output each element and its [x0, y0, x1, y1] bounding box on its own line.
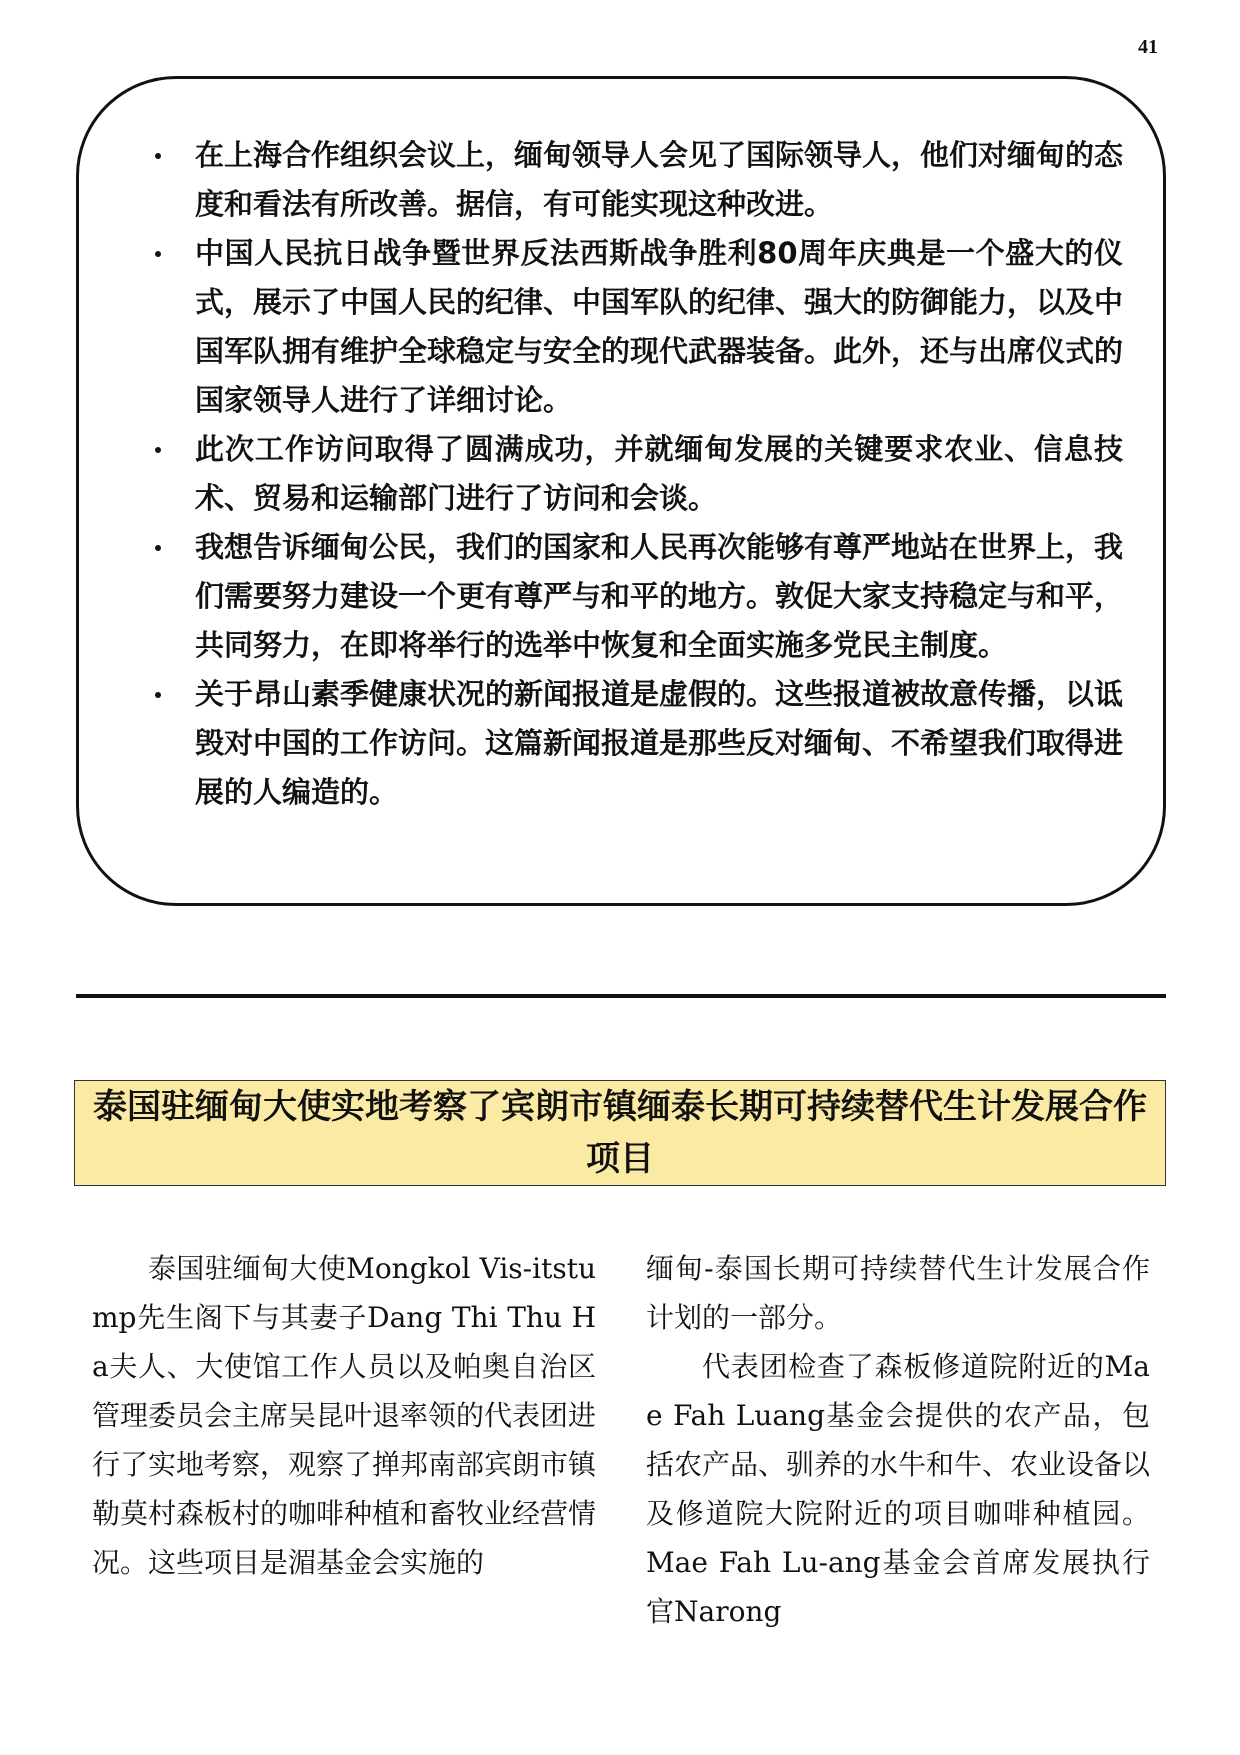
- article-paragraph: 泰国驻缅甸大使Mongkol Vis-itstump先生阁下与其妻子Dang Thi Thu Ha夫人、大使馆工作人员以及帕奥自治区管理委员会主席吴昆叶退率领的代表团进行了实地考察，观察了掸邦南部宾朗市镇勒莫村森板村的咖啡种植和畜牧业经营情况。这些项目是湄基金会实施的: [92, 1252, 597, 1579]
- bullet-dot-icon: [155, 447, 161, 453]
- article-paragraph: 缅甸-泰国长期可持续替代生计发展合作计划的一部分。: [646, 1252, 1150, 1334]
- headline-box: [74, 1080, 1166, 1186]
- bullet-list: [119, 131, 1123, 817]
- bullet-text: 此次工作访问取得了圆满成功，并就缅甸发展的关键要求农业、信息技术、贸易和运输部门进行了访问和会谈。: [195, 432, 1123, 515]
- bullet-dot-icon: [155, 692, 161, 698]
- bullet-text: 关于昂山素季健康状况的新闻报道是虚假的。这些报道被故意传播，以诋毁对中国的工作访问。这篇新闻报道是那些反对缅甸、不希望我们取得进展的人编造的。: [195, 677, 1124, 809]
- bullet-dot-icon: [155, 545, 161, 551]
- section-divider: [76, 994, 1166, 998]
- bullet-item: [119, 229, 1123, 425]
- summary-box: [76, 76, 1166, 906]
- page-number: 41: [1138, 36, 1158, 58]
- article-paragraph: 代表团检查了森板修道院附近的Mae Fah Luang基金会提供的农产品，包括农产品、驯养的水牛和牛、农业设备以及修道院大院附近的项目咖啡种植园。Mae Fah Lu-ang基金会首席发展执行官Narong: [646, 1350, 1151, 1628]
- article-column-right: [646, 1244, 1150, 1636]
- article-column-left: [92, 1244, 596, 1636]
- article-headline: 泰国驻缅甸大使实地考察了宾朗市镇缅泰长期可持续替代生计发展合作项目: [93, 1087, 1147, 1179]
- article-body: [92, 1244, 1150, 1636]
- bullet-text: 我想告诉缅甸公民，我们的国家和人民再次能够有尊严地站在世界上，我们需要努力建设一个更有尊严与和平的地方。敦促大家支持稳定与和平，共同努力，在即将举行的选举中恢复和全面实施多党民主制度。: [195, 530, 1124, 662]
- bullet-item: [119, 670, 1123, 817]
- bullet-item: [119, 523, 1123, 670]
- bullet-item: [119, 425, 1123, 523]
- bullet-dot-icon: [155, 153, 161, 159]
- bullet-dot-icon: [155, 251, 161, 257]
- bullet-text: 中国人民抗日战争暨世界反法西斯战争胜利80周年庆典是一个盛大的仪式，展示了中国人民的纪律、中国军队的纪律、强大的防御能力，以及中国军队拥有维护全球稳定与安全的现代武器装备。此外，还与出席仪式的国家领导人进行了详细讨论。: [195, 236, 1124, 417]
- bullet-text: 在上海合作组织会议上，缅甸领导人会见了国际领导人，他们对缅甸的态度和看法有所改善。据信，有可能实现这种改进。: [195, 138, 1124, 221]
- bullet-item: [119, 131, 1123, 229]
